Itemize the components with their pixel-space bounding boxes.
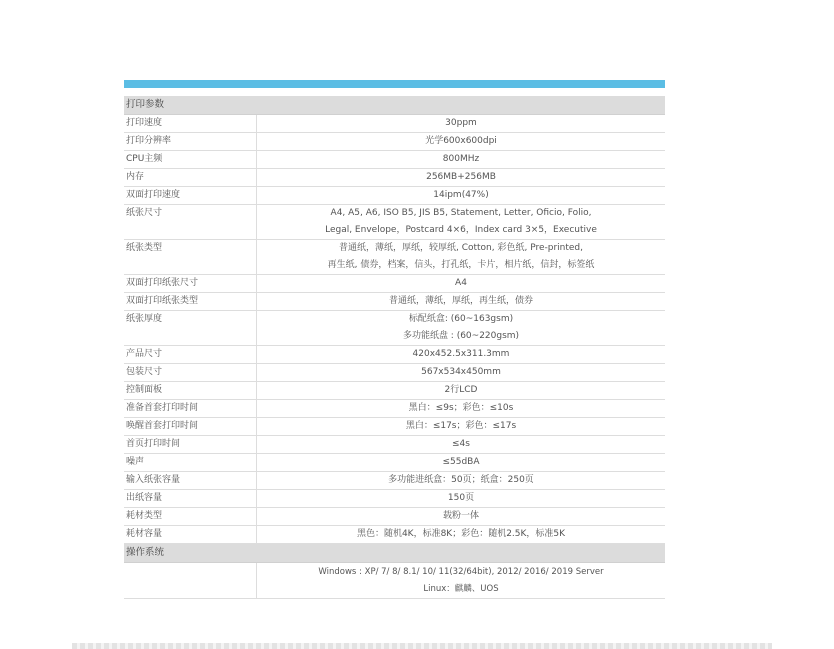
os-row (124, 563, 665, 599)
spec-label: 纸张尺寸 (124, 205, 257, 240)
spec-row (124, 418, 665, 436)
spec-value-line: 标配纸盒: (60~163gsm) (408, 314, 514, 324)
os-value-line: Linux：麒麟、UOS (423, 584, 499, 594)
spec-value (257, 490, 666, 508)
os-value-cell (257, 563, 666, 599)
spec-label: 耗材类型 (124, 508, 257, 526)
os-header: 操作系统 (124, 544, 665, 563)
spec-value-line: 黑白：≤17s；彩色：≤17s (405, 421, 517, 431)
spec-row (124, 240, 665, 275)
spec-label: 纸张厚度 (124, 311, 257, 346)
spec-label: 出纸容量 (124, 490, 257, 508)
spec-label: 包装尺寸 (124, 364, 257, 382)
spec-value (257, 151, 666, 169)
spec-value-line: 载粉一体 (442, 511, 479, 521)
spec-value (257, 364, 666, 382)
spec-value-line: 150页 (447, 493, 475, 503)
spec-label: 内存 (124, 169, 257, 187)
spec-value (257, 526, 666, 544)
os-value-line: Windows : XP/ 7/ 8/ 8.1/ 10/ 11(32/64bit), 2012/ 2016/ 2019 Server (318, 567, 604, 577)
spec-value-line: 567x534x450mm (421, 367, 501, 377)
spec-value-line: 普通纸，薄纸，厚纸，较厚纸, Cotton, 彩色纸, Pre-printed, (338, 243, 584, 253)
spec-value-line: 光学600x600dpi (425, 136, 497, 146)
spec-value-line: 30ppm (445, 118, 477, 128)
spec-row (124, 115, 665, 133)
os-label-cell (124, 563, 257, 599)
spec-value-line: 2行LCD (444, 385, 478, 395)
spec-value (257, 115, 666, 133)
spec-value-line: 420x452.5x311.3mm (412, 349, 510, 359)
spec-value (257, 508, 666, 526)
spec-row (124, 151, 665, 169)
spec-row (124, 346, 665, 364)
spec-value-line: 再生纸, 债券，档案，信头，打孔纸，卡片，相片纸，信封，标签纸 (327, 260, 595, 270)
spec-value (257, 275, 666, 293)
spec-label: 耗材容量 (124, 526, 257, 544)
spec-label: 双面打印纸张尺寸 (124, 275, 257, 293)
spec-table (124, 115, 665, 544)
spec-value (257, 454, 666, 472)
bottom-decorative-strip (72, 643, 772, 649)
spec-value-line: ≤55dBA (442, 457, 480, 467)
spec-label: 控制面板 (124, 382, 257, 400)
spec-row (124, 454, 665, 472)
spec-row (124, 400, 665, 418)
spec-value (257, 436, 666, 454)
spec-value (257, 418, 666, 436)
spec-label: 纸张类型 (124, 240, 257, 275)
spec-row (124, 472, 665, 490)
spec-label: 产品尺寸 (124, 346, 257, 364)
spec-value (257, 472, 666, 490)
spec-row (124, 311, 665, 346)
spec-row (124, 187, 665, 205)
spec-value-line: A4, A5, A6, ISO B5, JIS B5, Statement, Letter, Oficio, Folio, (330, 208, 592, 218)
spec-row (124, 169, 665, 187)
spec-value-line: 800MHz (442, 154, 480, 164)
spec-value (257, 311, 666, 346)
spec-value (257, 169, 666, 187)
accent-bar (124, 80, 665, 88)
spec-row (124, 382, 665, 400)
spec-value (257, 240, 666, 275)
spec-value (257, 400, 666, 418)
spec-value-line: 普通纸，薄纸，厚纸，再生纸，债券 (388, 296, 533, 306)
spec-value (257, 346, 666, 364)
spec-label: 准备首套打印时间 (124, 400, 257, 418)
spec-value (257, 382, 666, 400)
spec-label: 双面打印纸张类型 (124, 293, 257, 311)
spec-sheet (124, 80, 665, 599)
spec-row (124, 490, 665, 508)
spec-label: 噪声 (124, 454, 257, 472)
spec-label: 唤醒首套打印时间 (124, 418, 257, 436)
spec-row (124, 133, 665, 151)
spec-row (124, 508, 665, 526)
spec-value-line: 14ipm(47%) (433, 190, 489, 200)
spec-row (124, 293, 665, 311)
spec-row (124, 436, 665, 454)
spec-value (257, 293, 666, 311)
spec-row (124, 364, 665, 382)
spec-value-line: ≤4s (452, 439, 470, 449)
spec-value (257, 133, 666, 151)
spec-value-line: A4 (455, 278, 467, 288)
spec-value-line: 黑色：随机4K，标准8K；彩色：随机2.5K，标准5K (356, 529, 566, 539)
spec-value-line: 多功能纸盘 : (60~220gsm) (402, 331, 520, 341)
spec-label: 打印分辨率 (124, 133, 257, 151)
spec-value-line: 256MB+256MB (426, 172, 496, 182)
spec-row (124, 275, 665, 293)
spec-label: 打印速度 (124, 115, 257, 133)
spec-row (124, 205, 665, 240)
spec-value (257, 187, 666, 205)
spec-value-line: 黑白：≤9s；彩色：≤10s (408, 403, 514, 413)
spec-label: CPU主频 (124, 151, 257, 169)
spec-row (124, 526, 665, 544)
spec-value-line: Legal, Envelope，Postcard 4×6，Index card 3×5，Executive (325, 225, 597, 235)
os-table (124, 563, 665, 599)
spec-value-line: 多功能进纸盒：50页；纸盒：250页 (388, 475, 534, 485)
spec-label: 首页打印时间 (124, 436, 257, 454)
spec-label: 输入纸张容量 (124, 472, 257, 490)
print-params-header: 打印参数 (124, 96, 665, 115)
spec-value (257, 205, 666, 240)
spec-label: 双面打印速度 (124, 187, 257, 205)
